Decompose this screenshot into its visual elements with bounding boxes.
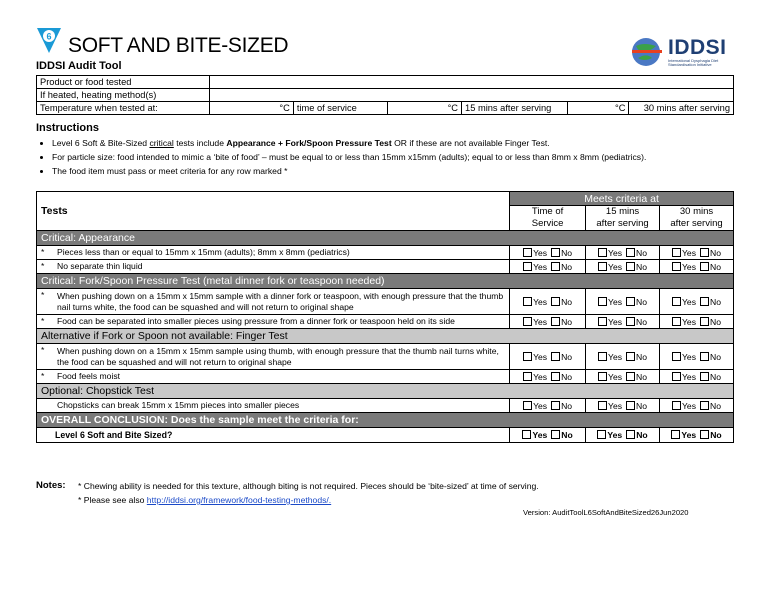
yes-checkbox[interactable]: [672, 262, 681, 271]
yes-checkbox[interactable]: [523, 248, 532, 257]
yes-no-cell-service: [510, 260, 586, 274]
yes-label: Yes: [608, 316, 623, 327]
yes-no-cell-15-mins: [586, 260, 660, 274]
no-checkbox[interactable]: [626, 297, 635, 306]
product-field[interactable]: [209, 76, 733, 89]
criteria-text: When pushing down on a 15mm x 15mm sample with a dinner fork or teaspoon, with enough pressure that the thumb nail turns white, the food can be squashed and will not return to original shape: [57, 290, 504, 312]
no-label: No: [561, 400, 573, 411]
col-header-line: Service: [531, 218, 564, 229]
yes-no-cell-service: [510, 315, 586, 329]
meets-header-row: [37, 192, 734, 206]
yes-label: Yes: [533, 371, 548, 382]
heated-row: [37, 89, 734, 102]
section-fork: Critical: Fork/Spoon Pressure Test (metal dinner fork or teaspoon needed): [37, 274, 734, 289]
unit-label: °C: [279, 103, 290, 113]
col-header-line: 30 mins: [679, 206, 714, 217]
no-checkbox[interactable]: [700, 430, 709, 439]
no-label: No: [561, 261, 573, 272]
criteria-text-cell: [37, 399, 510, 413]
yes-checkbox[interactable]: [672, 401, 681, 410]
yes-checkbox[interactable]: [597, 430, 606, 439]
yes-label: Yes: [533, 316, 548, 327]
yes-no-cell-service: [510, 289, 586, 315]
col-header-line: after serving: [670, 218, 723, 229]
yes-label: Yes: [681, 430, 697, 440]
product-label: Product or food tested: [37, 76, 210, 89]
yes-label: Yes: [608, 247, 623, 258]
no-label: No: [710, 261, 722, 272]
yes-no-cell-15-mins: [586, 246, 660, 260]
criteria-text-cell: [37, 370, 510, 384]
yes-label: Yes: [532, 430, 548, 440]
version-text: Version: AuditToolL6SoftAndBiteSized26Jun2020: [523, 508, 689, 517]
yes-label: Yes: [681, 371, 697, 382]
framework-link[interactable]: http://iddsi.org/framework/food-testing-methods/.: [146, 495, 332, 505]
star-marker: *: [41, 247, 45, 257]
no-checkbox[interactable]: [626, 352, 635, 361]
yes-label: Yes: [533, 400, 548, 411]
col-header-line: after serving: [596, 218, 649, 229]
yes-checkbox[interactable]: [672, 297, 681, 306]
meets-criteria-header: Meets criteria at: [510, 192, 734, 206]
star-marker: *: [41, 345, 45, 355]
unit-label: °C: [447, 103, 459, 113]
no-checkbox[interactable]: [626, 262, 635, 271]
no-label: No: [710, 247, 722, 258]
yes-label: Yes: [681, 351, 697, 362]
criteria-text-cell: [37, 315, 510, 329]
yes-checkbox[interactable]: [598, 372, 607, 381]
criteria-text: Food can be separated into smaller pieces using pressure from a dinner fork or teaspoon held on its side: [57, 316, 455, 326]
yes-no-cell-service: [510, 344, 586, 370]
no-label: No: [710, 316, 722, 327]
yes-checkbox[interactable]: [523, 297, 532, 306]
temperature-row: [37, 102, 734, 115]
product-info-table: [36, 75, 734, 115]
no-label: No: [561, 247, 573, 258]
yes-label: Yes: [608, 371, 623, 382]
star-marker: *: [41, 261, 45, 271]
criteria-text: Chopsticks can break 15mm x 15mm pieces into smaller pieces: [57, 400, 300, 410]
yes-label: Yes: [533, 351, 548, 362]
no-checkbox[interactable]: [700, 262, 709, 271]
no-checkbox[interactable]: [626, 372, 635, 381]
mins15-label: 15 mins after serving: [462, 102, 568, 115]
yes-label: Yes: [608, 261, 623, 272]
instruction-item: • The food item must pass or meet criteria for any row marked *: [52, 164, 752, 178]
yes-no-cell-15-mins: [586, 344, 660, 370]
unit-label: °C: [615, 103, 626, 113]
temp-15-field[interactable]: [387, 102, 461, 115]
criteria-text-cell: [37, 289, 510, 315]
criteria-table: [36, 191, 734, 443]
no-checkbox[interactable]: [700, 317, 709, 326]
yes-no-cell-30-mins: [660, 344, 734, 370]
no-label: No: [636, 296, 648, 307]
no-checkbox[interactable]: [700, 372, 709, 381]
no-checkbox[interactable]: [700, 352, 709, 361]
no-label: No: [636, 400, 648, 411]
criteria-row: [37, 260, 734, 274]
no-checkbox[interactable]: [700, 297, 709, 306]
heated-label: If heated, heating method(s): [37, 89, 210, 102]
notes-label: Notes:: [36, 480, 66, 491]
yes-checkbox[interactable]: [523, 352, 532, 361]
yes-label: Yes: [681, 247, 697, 258]
section-row: [37, 231, 734, 246]
col-header-line: 15 mins: [605, 206, 640, 217]
yes-no-cell-15-mins: [586, 315, 660, 329]
page-title: SOFT AND BITE-SIZED: [68, 34, 289, 57]
criteria-text: Pieces less than or equal to 15mm x 15mm (adults); 8mm x 8mm (pediatrics): [57, 247, 350, 257]
yes-checkbox[interactable]: [598, 352, 607, 361]
no-checkbox[interactable]: [551, 372, 560, 381]
criteria-text: Food feels moist: [57, 371, 121, 381]
criteria-row: [37, 289, 734, 315]
no-label: No: [710, 351, 722, 362]
instruction-text: Level 6 Soft & Bite-Sized: [52, 138, 150, 148]
criteria-text-cell: [37, 260, 510, 274]
no-label: No: [636, 351, 648, 362]
no-label: No: [561, 316, 573, 327]
yes-checkbox[interactable]: [523, 317, 532, 326]
temp-service-field[interactable]: [209, 102, 293, 115]
no-label: No: [636, 261, 648, 272]
yes-checkbox[interactable]: [598, 401, 607, 410]
yes-checkbox[interactable]: [598, 262, 607, 271]
yes-label: Yes: [533, 247, 548, 258]
no-label: No: [636, 371, 648, 382]
no-checkbox[interactable]: [551, 430, 560, 439]
temp-30-field[interactable]: [568, 102, 629, 115]
instruction-bold: Appearance + Fork/Spoon Pressure Test: [226, 138, 392, 148]
yes-checkbox[interactable]: [671, 430, 680, 439]
col-30-mins: [660, 206, 734, 231]
yes-checkbox[interactable]: [522, 430, 531, 439]
section-chopstick: Optional: Chopstick Test: [37, 384, 734, 399]
yes-no-cell-30-mins: [660, 260, 734, 274]
yes-no-cell-15-mins: [586, 399, 660, 413]
yes-no-cell-15-mins: [586, 370, 660, 384]
yes-checkbox[interactable]: [523, 372, 532, 381]
mins30-label: 30 mins after serving: [629, 102, 734, 115]
criteria-row: [37, 246, 734, 260]
yes-label: Yes: [533, 296, 548, 307]
temperature-label: Temperature when tested at:: [37, 102, 210, 115]
instruction-item: [52, 136, 752, 150]
page-subtitle: IDDSI Audit Tool: [36, 60, 122, 72]
yes-label: Yes: [681, 316, 697, 327]
note-prefix: * Please see also: [78, 495, 147, 505]
instruction-text: OR if these are not available Finger Test.: [391, 138, 550, 148]
no-checkbox[interactable]: [700, 248, 709, 257]
instructions-heading: Instructions: [36, 122, 99, 134]
yes-checkbox[interactable]: [672, 372, 681, 381]
no-checkbox[interactable]: [551, 317, 560, 326]
yes-checkbox[interactable]: [598, 297, 607, 306]
no-label: No: [561, 371, 573, 382]
yes-checkbox[interactable]: [523, 262, 532, 271]
yes-no-cell-30-mins: [660, 315, 734, 329]
no-checkbox[interactable]: [626, 317, 635, 326]
no-checkbox[interactable]: [551, 248, 560, 257]
col-15-mins: [586, 206, 660, 231]
criteria-text-cell: [37, 246, 510, 260]
note-chewing: * Chewing ability is needed for this texture, although biting is not required. Pieces should be ‘bite-sized’ at time of serving.: [78, 481, 539, 491]
yes-label: Yes: [608, 351, 623, 362]
instruction-item: • For particle size: food intended to mimic a ‘bite of food’ – must be equal to or less than 15mm x15mm (adults); equal to or less than 8mm x 8mm (pediatrics).: [52, 150, 752, 164]
yes-no-cell-30-mins: [660, 370, 734, 384]
no-label: No: [636, 316, 648, 327]
yes-no-cell-service: [510, 399, 586, 413]
star-marker: *: [41, 371, 45, 381]
no-label: No: [710, 430, 722, 440]
yes-no-cell-15-mins: [586, 428, 660, 443]
no-checkbox[interactable]: [551, 401, 560, 410]
criteria-text: No separate thin liquid: [57, 261, 143, 271]
no-label: No: [561, 430, 573, 440]
note-see-also: [78, 495, 331, 505]
no-checkbox[interactable]: [626, 248, 635, 257]
tests-header: Tests: [37, 192, 510, 231]
conclusion-question: Level 6 Soft and Bite Sized?: [37, 428, 510, 443]
instruction-text: tests include: [173, 138, 227, 148]
criteria-text: When pushing down on a 15mm x 15mm sample using thumb, with enough pressure that the thumb nail turns white, the food can be squashed and will not return to original shape: [57, 345, 499, 367]
criteria-row: [37, 399, 734, 413]
yes-no-cell-15-mins: [586, 289, 660, 315]
level-6-badge-icon: [36, 26, 62, 54]
no-label: No: [710, 296, 722, 307]
yes-label: Yes: [681, 261, 697, 272]
instruction-critical: critical: [149, 138, 174, 148]
section-row: [37, 274, 734, 289]
yes-no-cell-30-mins: [660, 289, 734, 315]
section-row: [37, 384, 734, 399]
yes-checkbox[interactable]: [598, 248, 607, 257]
logo-text: IDDSI: [668, 36, 727, 59]
yes-no-cell-service: [510, 370, 586, 384]
section-row: [37, 413, 734, 428]
no-checkbox[interactable]: [626, 430, 635, 439]
yes-label: Yes: [607, 430, 623, 440]
section-finger: Alternative if Fork or Spoon not available: Finger Test: [37, 329, 734, 344]
yes-no-cell-30-mins: [660, 428, 734, 443]
yes-no-cell-service: [510, 428, 586, 443]
product-row: [37, 76, 734, 89]
yes-no-cell-30-mins: [660, 246, 734, 260]
col-header-line: Time of: [531, 206, 564, 217]
no-label: No: [561, 296, 573, 307]
heated-field[interactable]: [209, 89, 733, 102]
no-label: No: [636, 247, 648, 258]
no-label: No: [710, 371, 722, 382]
star-marker: *: [41, 290, 45, 300]
yes-label: Yes: [608, 400, 623, 411]
no-checkbox[interactable]: [551, 297, 560, 306]
criteria-row: [37, 315, 734, 329]
no-checkbox[interactable]: [626, 401, 635, 410]
instructions-list: [36, 136, 752, 178]
yes-checkbox[interactable]: [523, 401, 532, 410]
section-overall: OVERALL CONCLUSION: Does the sample meet the criteria for:: [37, 413, 734, 428]
time-of-service-label: time of service: [293, 102, 387, 115]
yes-label: Yes: [608, 296, 623, 307]
yes-checkbox[interactable]: [672, 317, 681, 326]
no-checkbox[interactable]: [700, 401, 709, 410]
yes-checkbox[interactable]: [598, 317, 607, 326]
yes-checkbox[interactable]: [672, 248, 681, 257]
no-label: No: [636, 430, 648, 440]
criteria-text-cell: [37, 344, 510, 370]
col-time-of-service: [510, 206, 586, 231]
conclusion-row: [37, 428, 734, 443]
yes-checkbox[interactable]: [672, 352, 681, 361]
no-label: No: [710, 400, 722, 411]
no-checkbox[interactable]: [551, 262, 560, 271]
no-label: No: [561, 351, 573, 362]
yes-label: Yes: [681, 296, 697, 307]
yes-no-cell-30-mins: [660, 399, 734, 413]
no-checkbox[interactable]: [551, 352, 560, 361]
yes-no-cell-service: [510, 246, 586, 260]
criteria-row: [37, 344, 734, 370]
star-marker: *: [41, 316, 45, 326]
section-appearance: Critical: Appearance: [37, 231, 734, 246]
section-row: [37, 329, 734, 344]
criteria-row: [37, 370, 734, 384]
logo-subtext: International Dysphagia Diet Standardisation Initiative: [668, 58, 719, 67]
yes-label: Yes: [681, 400, 697, 411]
svg-text:6: 6: [46, 31, 52, 42]
yes-label: Yes: [533, 261, 548, 272]
